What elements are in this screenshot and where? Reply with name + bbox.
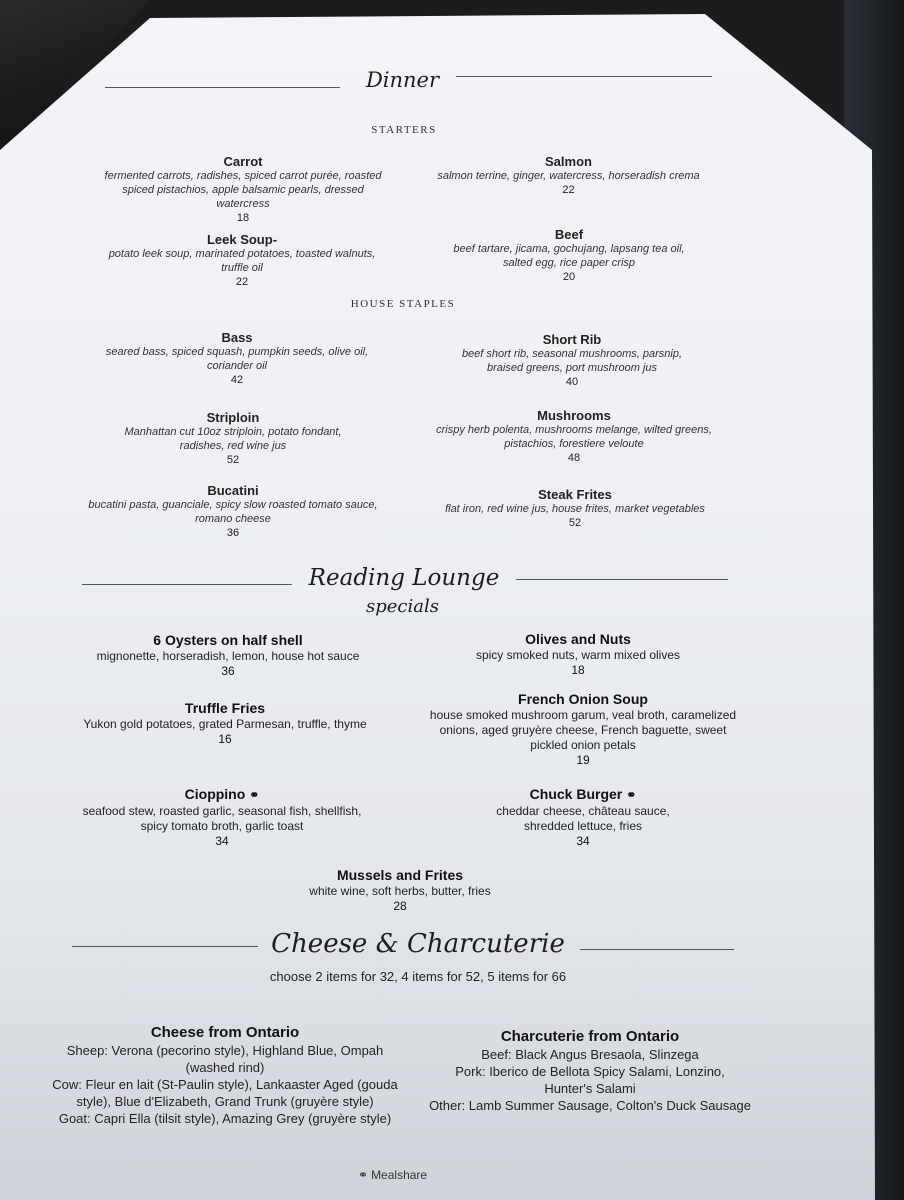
- item-name: Salmon: [545, 154, 592, 169]
- item-description: potato leek soup, marinated potatoes, toasted walnuts, truffle oil: [108, 248, 376, 274]
- charcuterie-from-ontario: [420, 1027, 760, 1114]
- item-name: Short Rib: [542, 332, 602, 347]
- item-description: house smoked mushroom garum, veal broth, caramelized onions, aged gruyère cheese, French baguette, sweet pickled onion petals: [429, 708, 737, 752]
- item-name: Chuck Burger: [529, 786, 623, 802]
- menu-item-bass: [101, 330, 373, 387]
- item-description: seafood stew, roasted garlic, seasonal fish, shellfish, spicy tomato broth, garlic toast: [82, 804, 362, 833]
- title-rule-right: [580, 949, 734, 950]
- cheese-line: (washed rind): [185, 1060, 265, 1075]
- mealshare-logo-icon: ⚭: [358, 1168, 369, 1182]
- item-name: Steak Frites: [538, 487, 612, 502]
- title-rule-right: [456, 76, 712, 77]
- cheese-heading: Cheese from Ontario: [150, 1024, 300, 1041]
- mealshare-logo-text: Mealshare: [371, 1168, 428, 1182]
- reading-lounge-subtitle: specials: [366, 596, 439, 617]
- house-staples-heading: HOUSE STAPLES: [350, 298, 456, 310]
- menu-item-striploin: [108, 410, 358, 467]
- item-description: beef short rib, seasonal mushrooms, parsnip, braised greens, port mushroom jus: [461, 348, 683, 374]
- item-name: Mussels and Frites: [336, 867, 464, 883]
- charcuterie-heading: Charcuterie from Ontario: [500, 1028, 680, 1045]
- item-name: Bass: [221, 330, 253, 345]
- item-price: 22: [235, 276, 249, 288]
- item-name: Cioppino: [184, 786, 246, 802]
- item-price: 52: [568, 517, 582, 529]
- item-description: spicy smoked nuts, warm mixed olives: [475, 648, 681, 662]
- charcuterie-line: Other: Lamb Summer Sausage, Colton's Duck Sausage: [429, 1098, 751, 1113]
- item-description: white wine, soft herbs, butter, fries: [309, 884, 491, 898]
- item-price: 28: [393, 899, 407, 913]
- menu-item-cioppino: [76, 786, 368, 849]
- charcuterie-line: Pork: Iberico de Bellota Spicy Salami, Lonzino,: [455, 1064, 725, 1079]
- item-description: seared bass, spiced squash, pumpkin seeds, olive oil, coriander oil: [105, 346, 369, 372]
- title-rule-right: [516, 579, 728, 580]
- title-rule-left: [72, 946, 258, 947]
- menu-item-mussels-and-frites: [270, 867, 530, 914]
- pricing-note: choose 2 items for 32, 4 items for 52, 5 items for 66: [269, 969, 567, 984]
- item-description: crispy herb polenta, mushrooms melange, wilted greens, pistachios, forestiere veloute: [436, 424, 712, 450]
- mealshare-icon: ⚭: [249, 788, 260, 802]
- menu-item-leek-soup: [103, 232, 381, 289]
- starters-heading: STARTERS: [371, 124, 437, 136]
- reading-lounge-title: Reading Lounge: [308, 565, 500, 591]
- menu-item-truffle-fries: [78, 700, 372, 747]
- item-name: 6 Oysters on half shell: [153, 632, 303, 648]
- item-price: 42: [230, 374, 244, 386]
- title-rule-left: [105, 87, 340, 88]
- menu-item-bucatini: [80, 483, 386, 540]
- item-name: Truffle Fries: [184, 700, 266, 716]
- item-description: mignonette, horseradish, lemon, house hot sauce: [96, 649, 360, 663]
- menu-item-steak-frites: [432, 487, 718, 530]
- item-description: beef tartare, jicama, gochujang, lapsang tea oil, salted egg, rice paper crisp: [453, 243, 685, 269]
- item-price: 16: [218, 732, 232, 746]
- item-price: 48: [567, 452, 581, 464]
- item-description: fermented carrots, radishes, spiced carrot purée, roasted spiced pistachios, apple balsamic pearls, dressed watercress: [104, 170, 382, 210]
- mealshare-logo: [358, 1168, 427, 1182]
- item-name: Bucatini: [207, 483, 259, 498]
- menu-item-salmon: [426, 154, 711, 197]
- item-price: 40: [565, 376, 579, 388]
- item-price: 18: [571, 663, 585, 677]
- cheese-line: Sheep: Verona (pecorino style), Highland Blue, Ompah: [66, 1043, 384, 1058]
- item-description: Yukon gold potatoes, grated Parmesan, truffle, thyme: [83, 717, 367, 731]
- item-name: Mushrooms: [537, 408, 611, 423]
- item-price: 36: [226, 527, 240, 539]
- item-name: Beef: [554, 227, 584, 242]
- menu-item-chuck-burger: [470, 786, 696, 849]
- cheese-pricing-note: [240, 969, 596, 984]
- item-price: 52: [226, 454, 240, 466]
- item-description: Manhattan cut 10oz striploin, potato fondant, radishes, red wine jus: [124, 426, 342, 452]
- item-name: Leek Soup-: [206, 232, 278, 247]
- title-rule-left: [82, 584, 292, 585]
- item-description: salmon terrine, ginger, watercress, horseradish crema: [437, 170, 700, 182]
- menu-item-oysters: [90, 632, 366, 679]
- cheese-from-ontario: [40, 1023, 410, 1127]
- dinner-title: Dinner: [365, 68, 440, 92]
- menu-item-carrot: [100, 154, 386, 225]
- item-price: 22: [562, 184, 575, 196]
- charcuterie-line: Beef: Black Angus Bresaola, Slinzega: [481, 1047, 699, 1062]
- menu-item-beef: [440, 227, 698, 284]
- item-name: Olives and Nuts: [525, 631, 631, 647]
- item-name: French Onion Soup: [518, 691, 648, 707]
- item-name: Striploin: [206, 410, 260, 425]
- menu-item-mushrooms: [428, 408, 720, 465]
- cheese-line: Cow: Fleur en lait (St-Paulin style), Lankaaster Aged (gouda: [52, 1077, 398, 1092]
- menu-item-olives-and-nuts: [452, 631, 704, 678]
- cheese-charcuterie-title: Cheese & Charcuterie: [271, 929, 565, 959]
- item-price: 34: [215, 834, 229, 848]
- item-price: 18: [236, 212, 250, 224]
- cheese-line: style), Blue d'Elizabeth, Grand Trunk (gruyère style): [76, 1094, 374, 1109]
- menu-item-short-rib: [448, 332, 696, 389]
- cheese-line: Goat: Capri Ella (tilsit style), Amazing Grey (gruyère style): [58, 1111, 392, 1126]
- item-price: 20: [562, 271, 576, 283]
- item-description: flat iron, red wine jus, house frites, market vegetables: [445, 503, 705, 515]
- item-price: 19: [576, 753, 590, 767]
- menu-item-french-onion-soup: [424, 691, 742, 768]
- item-price: 36: [221, 664, 235, 678]
- item-name: Carrot: [223, 154, 263, 169]
- item-price: 34: [576, 834, 590, 848]
- item-description: bucatini pasta, guanciale, spicy slow roasted tomato sauce, romano cheese: [88, 499, 378, 525]
- mealshare-icon: ⚭: [626, 788, 637, 802]
- charcuterie-line: Hunter's Salami: [544, 1081, 636, 1096]
- item-description: cheddar cheese, château sauce, shredded lettuce, fries: [496, 804, 670, 833]
